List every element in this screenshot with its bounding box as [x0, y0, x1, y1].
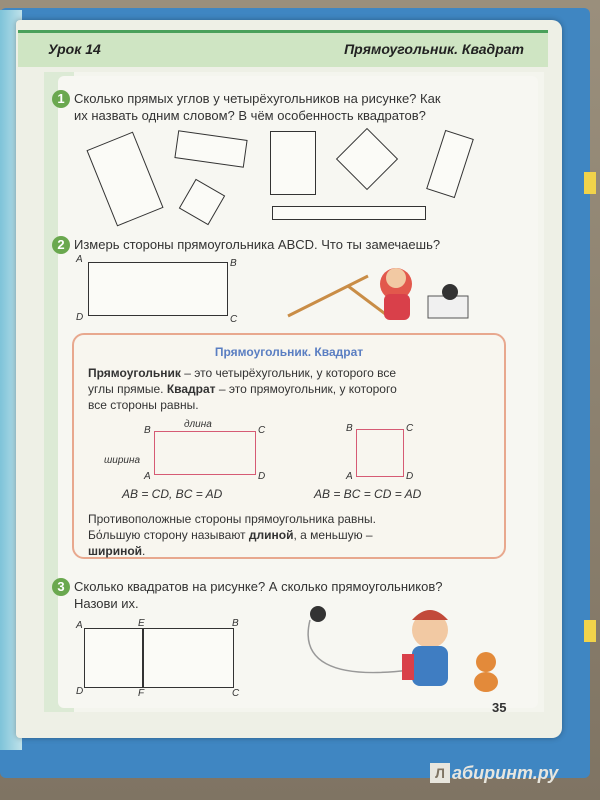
quadrilateral-shape	[272, 206, 426, 220]
vertex-label: C	[406, 423, 414, 434]
rectangle-equation: AB = CD, BC = AD	[122, 487, 223, 501]
vertex-label: C	[230, 314, 238, 325]
vertex-label: B	[232, 618, 239, 629]
vertex-label: A	[76, 620, 83, 631]
vertex-label: C	[232, 688, 240, 699]
watermark: абиринт.ру	[452, 763, 559, 783]
rectangle-diagram	[154, 431, 256, 475]
vertex-label: A	[144, 471, 151, 482]
watermark-logo: Л	[430, 763, 450, 783]
task2-question: Измерь стороны прямоугольника ABCD. Что ты замечаешь?	[74, 237, 441, 252]
vertex-label: D	[76, 312, 84, 323]
quadrilateral-shape	[270, 131, 316, 195]
rectangle-abcd	[88, 262, 228, 316]
vertex-label: B	[144, 425, 151, 436]
page-tab-marker	[584, 172, 596, 194]
rule-note: Противоположные стороны прямоугольника равны. Бόльшую сторону называют длиной, а меньшую – шириной.	[88, 512, 376, 558]
vertex-label: C	[258, 425, 266, 436]
vertex-label: F	[138, 688, 145, 699]
lesson-number: Урок 14	[48, 41, 101, 57]
task-number: 2	[52, 236, 70, 254]
task3-question: Сколько квадратов на рисунке? А сколько прямоугольников? Назови их.	[74, 579, 443, 611]
rule-definition: Прямоугольник – это четырёхугольник, у которого все углы прямые. Квадрат – это прямоугольник, у которого все стороны равны.	[88, 366, 397, 412]
task1-question: Сколько прямых углов у четырёхугольников на рисунке? Как их назвать одним словом? В чём особенность квадратов?	[74, 91, 441, 123]
square-diagram	[356, 429, 404, 477]
page-tab-marker	[584, 620, 596, 642]
vertex-label: B	[346, 423, 353, 434]
rectangle-abcd	[84, 628, 234, 688]
compass-illustration	[278, 256, 478, 328]
character-illustration	[290, 600, 510, 700]
rule-title: Прямоугольник. Квадрат	[214, 345, 364, 359]
vertex-label: A	[76, 254, 83, 265]
segment-ef	[142, 628, 144, 688]
task-number: 3	[52, 578, 70, 596]
rule-box	[72, 333, 506, 559]
square-equation: AB = BC = CD = AD	[314, 487, 422, 501]
task-number: 1	[52, 90, 70, 108]
vertex-label: D	[258, 471, 266, 482]
vertex-label: D	[406, 471, 414, 482]
vertex-label: A	[346, 471, 353, 482]
length-label: длина	[184, 419, 212, 430]
vertex-label: D	[76, 686, 84, 697]
lesson-topic: Прямоугольник. Квадрат	[344, 41, 524, 57]
page-number: 35	[492, 700, 507, 715]
width-label: ширина	[104, 455, 141, 466]
vertex-label: B	[230, 258, 237, 269]
vertex-label: E	[138, 618, 145, 629]
lesson-header	[18, 30, 548, 67]
